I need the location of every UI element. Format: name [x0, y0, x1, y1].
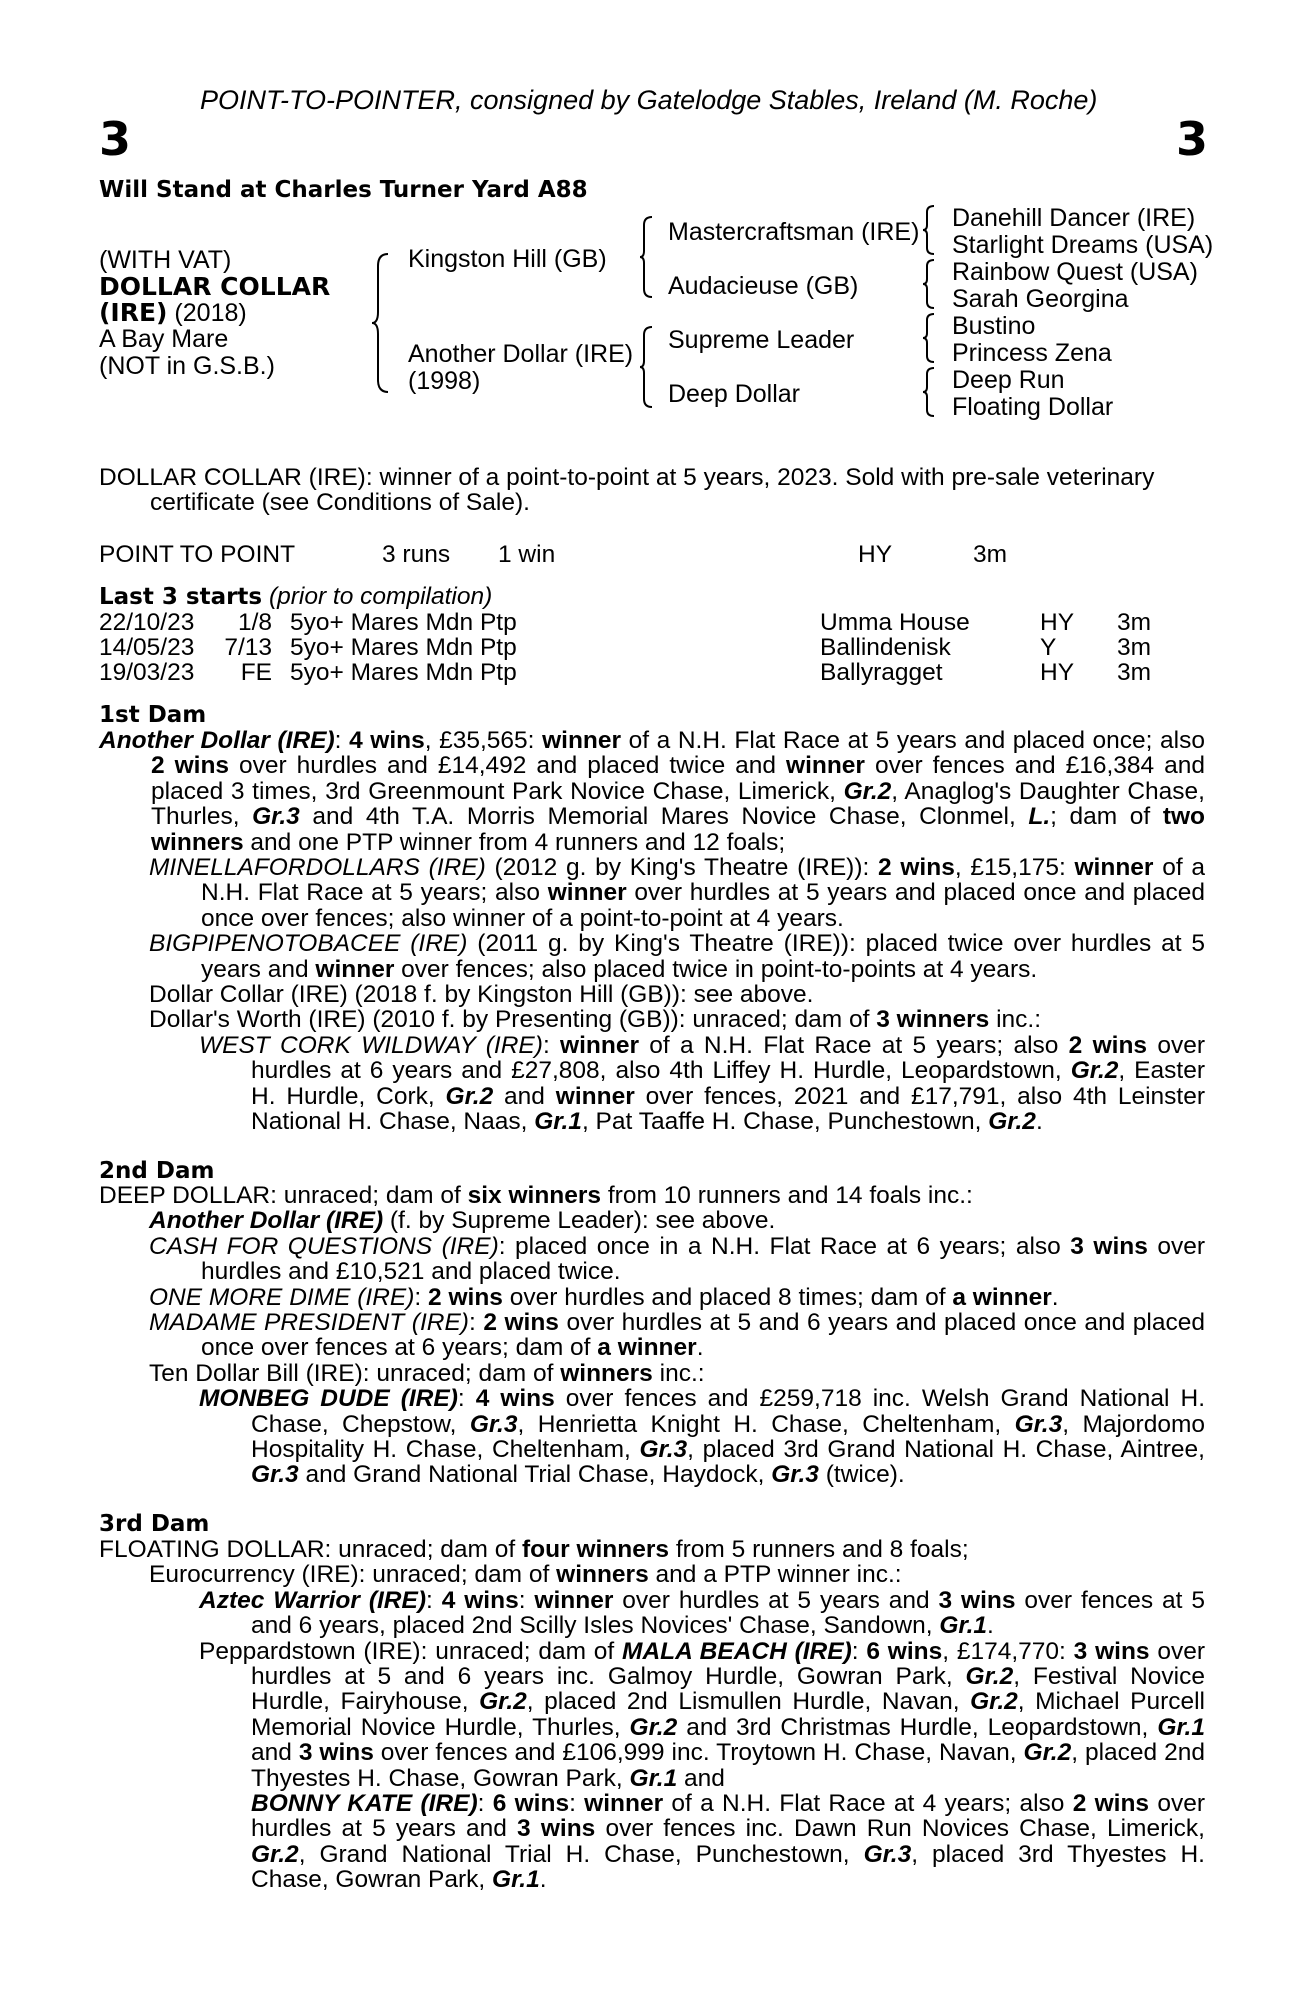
- pedigree-gen3-7: Deep Run: [952, 366, 1065, 394]
- last-starts-heading: Last 3 starts (prior to compilation): [99, 583, 493, 610]
- produce-entry: Ten Dollar Bill (IRE): unraced; dam of winners inc.:: [149, 1359, 705, 1387]
- pedigree-brace-dam: [638, 325, 656, 409]
- dam2-record: DEEP DOLLAR: unraced; dam of six winners from 10 runners and 14 foals inc.:: [99, 1182, 973, 1209]
- dam3-record: FLOATING DOLLAR: unraced; dam of four winners from 5 runners and 8 foals;: [99, 1536, 969, 1563]
- horse-description: A Bay Mare: [99, 325, 229, 353]
- summary-line-1: DOLLAR COLLAR (IRE): winner of a point-to-point at 5 years, 2023. Sold with pre-sale veterinary: [99, 464, 1155, 491]
- pedigree-brace-g4: [922, 366, 938, 418]
- start-position: FE: [240, 659, 272, 686]
- pedigree-dam-sire: Supreme Leader: [668, 326, 855, 354]
- pedigree-brace-sire: [638, 215, 656, 299]
- produce-entry: Peppardstown (IRE): unraced; dam of MALA BEACH (IRE): 6 wins, £174,770: 3 wins over hurdles at 5 and 6 years inc. Galmoy Hurdle, Gowran Park, Gr.2, Festival Novice Hurdle, Fairyhouse, Gr.2, placed 2nd Lismullen Hurdle, Navan, Gr.2, Michael Purcell Memorial Novice Hurdle, Thurles, Gr.2 and 3rd Christmas Hurdle, Leopardstown, Gr.1 and 3 wins over fences and £106,999 inc. Troytown H. Chase, Navan, Gr.2, placed 2nd Thyestes H. Chase, Gowran Park, Gr.1 and BONNY KATE (IRE): 6 wins: winner of a N.H. Flat Race at 4 years; also 2 wins over hurdles at 5 years and 3 wins over fences inc. Dawn Run Novices Chase, Limerick, Gr.2, Grand National Trial H. Chase, Punchestown, Gr.3, placed 3rd Thyestes H. Chase, Gowran Park, Gr.1.: [199, 1637, 1206, 1894]
- start-race: 5yo+ Mares Mdn Ptp: [290, 659, 517, 686]
- section-heading-3rd-dam: 3rd Dam: [99, 1511, 210, 1537]
- pedigree-gen3-8: Floating Dollar: [952, 393, 1114, 421]
- produce-entry: ONE MORE DIME (IRE): 2 wins over hurdles and placed 8 times; dam of a winner.: [149, 1283, 1059, 1311]
- ptp-runs: 3 runs: [382, 541, 451, 568]
- gsb-note: (NOT in G.S.B.): [99, 352, 275, 380]
- section-heading-1st-dam: 1st Dam: [99, 702, 207, 728]
- horse-name-line2: (IRE) (2018): [99, 298, 247, 327]
- produce-entry: WEST CORK WILDWAY (IRE): winner of a N.H. Flat Race at 5 years; also 2 wins over hurdles at 6 years and £27,808, also 4th Liffey H. Hurdle, Leopardstown, Gr.2, Easter H. Hurdle, Cork, Gr.2 and winner over fences, 2021 and £17,791, also 4th Leinster National H. Chase, Naas, Gr.1, Pat Taaffe H. Chase, Punchestown, Gr.2.: [199, 1031, 1205, 1136]
- start-race: 5yo+ Mares Mdn Ptp: [290, 634, 517, 661]
- vat-note: (WITH VAT): [99, 246, 232, 274]
- dam2-section: [99, 1183, 1205, 1488]
- produce-entry: Dollar Collar (IRE) (2018 f. by Kingston Hill (GB)): see above.: [149, 981, 814, 1009]
- ptp-going: HY: [858, 541, 893, 568]
- pedigree-dam-year: (1998): [408, 367, 481, 395]
- produce-entry: Aztec Warrior (IRE): 4 wins: winner over hurdles at 5 years and 3 wins over fences at 5 and 6 years, placed 2nd Scilly Isles Novices' Chase, Sandown, Gr.1.: [199, 1586, 1206, 1640]
- pedigree-gen3-4: Sarah Georgina: [952, 285, 1129, 313]
- page-header-title: POINT-TO-POINTER, consigned by Gatelodge Stables, Ireland (M. Roche): [200, 85, 1098, 115]
- produce-entry: Another Dollar (IRE) (f. by Supreme Leader): see above.: [149, 1207, 776, 1235]
- produce-entry: MINELLAFORDOLLARS (IRE) (2012 g. by King's Theatre (IRE)): 2 wins, £15,175: winner of a N.H. Flat Race at 5 years; also winner over hurdles at 5 years and placed once and placed once over fences; also winner of a point-to-point at 4 years.: [149, 854, 1205, 932]
- pedigree-gen3-5: Bustino: [952, 312, 1036, 340]
- pedigree-dam: Another Dollar (IRE): [408, 340, 634, 368]
- pedigree-brace-g3: [922, 312, 938, 364]
- pedigree-gen3-2: Starlight Dreams (USA): [952, 231, 1214, 259]
- produce-entry: MONBEG DUDE (IRE): 4 wins over fences and £259,718 inc. Welsh Grand National H. Chase, Chepstow, Gr.3, Henrietta Knight H. Chase, Cheltenham, Gr.3, Majordomo Hospitality H. Chase, Cheltenham, Gr.3, placed 3rd Grand National H. Chase, Aintree, Gr.3 and Grand National Trial Chase, Haydock, Gr.3 (twice).: [199, 1385, 1206, 1489]
- start-going: Y: [1040, 634, 1057, 661]
- start-course: Ballyragget: [820, 659, 943, 686]
- produce-entry: Eurocurrency (IRE): unraced; dam of winners and a PTP winner inc.:: [149, 1561, 902, 1589]
- start-course: Umma House: [820, 609, 970, 636]
- produce-entry: MADAME PRESIDENT (IRE): 2 wins over hurdles at 5 and 6 years and placed once and placed once over fences at 6 years; dam of a winner.: [149, 1309, 1205, 1362]
- start-distance: 3m: [1117, 609, 1152, 636]
- ptp-label: POINT TO POINT: [99, 541, 296, 568]
- ptp-wins: 1 win: [498, 541, 556, 568]
- lot-number-right: 3: [1176, 112, 1209, 166]
- horse-name: DOLLAR COLLAR: [99, 272, 331, 301]
- pedigree-gen3-3: Rainbow Quest (USA): [952, 258, 1198, 286]
- ptp-distance: 3m: [973, 541, 1008, 568]
- start-distance: 3m: [1117, 659, 1152, 686]
- summary-line-2: certificate (see Conditions of Sale).: [150, 489, 530, 516]
- dam3-section: [99, 1537, 1205, 1893]
- start-going: HY: [1040, 659, 1075, 686]
- lot-number-left: 3: [99, 112, 132, 166]
- start-date: 14/05/23: [99, 634, 195, 661]
- start-course: Ballindenisk: [820, 634, 951, 661]
- pedigree-brace-main: [370, 252, 392, 394]
- pedigree-gen3-6: Princess Zena: [952, 339, 1112, 367]
- pedigree-brace-g1: [922, 204, 938, 256]
- produce-entry: CASH FOR QUESTIONS (IRE): placed once in a N.H. Flat Race at 6 years; also 3 wins over hurdles and £10,521 and placed twice.: [149, 1232, 1205, 1286]
- start-going: HY: [1040, 609, 1075, 636]
- pedigree-sire-dam: Audacieuse (GB): [668, 272, 859, 300]
- dam1-section: [99, 728, 1205, 1135]
- stand-location: Will Stand at Charles Turner Yard A88: [99, 177, 588, 203]
- section-heading-2nd-dam: 2nd Dam: [99, 1158, 215, 1184]
- pedigree-sire-sire: Mastercraftsman (IRE): [668, 218, 920, 246]
- pedigree-gen3-1: Danehill Dancer (IRE): [952, 204, 1196, 232]
- produce-entry: Dollar's Worth (IRE) (2010 f. by Presenting (GB)): unraced; dam of 3 winners inc.:: [149, 1006, 1042, 1034]
- start-date: 22/10/23: [99, 609, 195, 636]
- start-date: 19/03/23: [99, 659, 195, 686]
- produce-entry: BIGPIPENOTOBACEE (IRE) (2011 g. by King's Theatre (IRE)): placed twice over hurdles at 5 years and winner over fences; also placed twice in point-to-points at 4 years.: [149, 930, 1205, 983]
- pedigree-dam-dam: Deep Dollar: [668, 380, 801, 408]
- dam1-record: Another Dollar (IRE): 4 wins, £35,565: winner of a N.H. Flat Race at 5 years and placed once; also 2 wins over hurdles and £14,492 and placed twice and winner over fences and £16,384 and placed 3 times, 3rd Greenmount Park Novice Chase, Limerick, Gr.2, Anaglog's Daughter Chase, Thurles, Gr.3 and 4th T.A. Morris Memorial Mares Novice Chase, Clonmel, L.; dam of two winners and one PTP winner from 4 runners and 12 foals;: [99, 727, 1206, 856]
- pedigree-sire: Kingston Hill (GB): [408, 245, 607, 273]
- pedigree-brace-g2: [922, 258, 938, 310]
- start-race: 5yo+ Mares Mdn Ptp: [290, 609, 517, 636]
- start-position: 7/13: [224, 634, 272, 661]
- start-position: 1/8: [237, 609, 272, 636]
- start-distance: 3m: [1117, 634, 1152, 661]
